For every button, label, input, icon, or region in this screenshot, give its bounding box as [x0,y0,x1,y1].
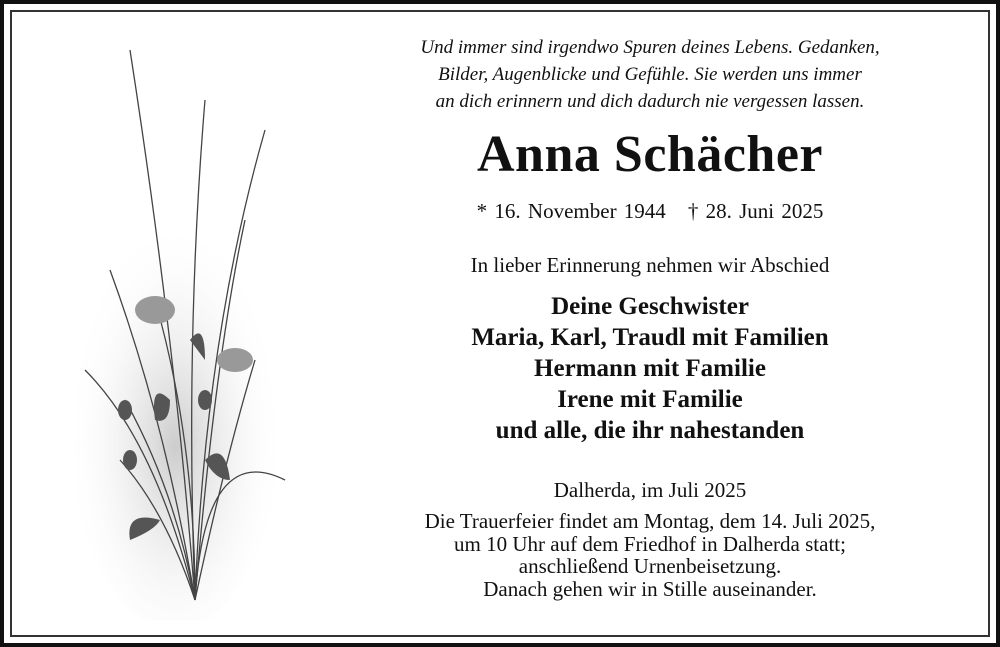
mourner-line: Irene mit Familie [557,386,743,413]
memorial-quote [340,34,960,115]
mourner-line: und alle, die ihr nahestanden [495,417,805,444]
mourner-line: Hermann mit Familie [534,355,766,382]
service-line: Die Trauerfeier findet am Montag, dem 14. Juli 2025, [424,509,876,533]
service-line: Danach gehen wir in Stille auseinander. [483,576,817,601]
mourners-list [340,291,960,446]
quote-line: Und immer sind irgendwo Spuren deines Lebens. Gedanken, [420,37,880,58]
place-date: Dalherda, im Juli 2025 [553,478,747,502]
mourner-line: Maria, Karl, Traudl mit Familien [471,324,829,351]
funeral-service-info [340,510,960,600]
service-line: anschließend Urnenbeisetzung. [518,554,782,578]
birth-date: * 16. November 1944 [476,199,666,223]
deceased-name: Anna Schächer [477,126,823,183]
death-date: † 28. Juni 2025 [687,199,824,223]
grass-bouquet-illustration [55,40,295,620]
quote-line: Bilder, Augenblicke und Gefühle. Sie werden uns immer [438,64,862,85]
mourner-line: Deine Geschwister [551,293,749,320]
quote-line: an dich erinnern und dich dadurch nie vergessen lassen. [435,91,865,112]
farewell-line: In lieber Erinnerung nehmen wir Abschied [470,253,830,277]
life-dates [340,199,960,224]
service-line: um 10 Uhr auf dem Friedhof in Dalherda statt; [454,531,846,556]
